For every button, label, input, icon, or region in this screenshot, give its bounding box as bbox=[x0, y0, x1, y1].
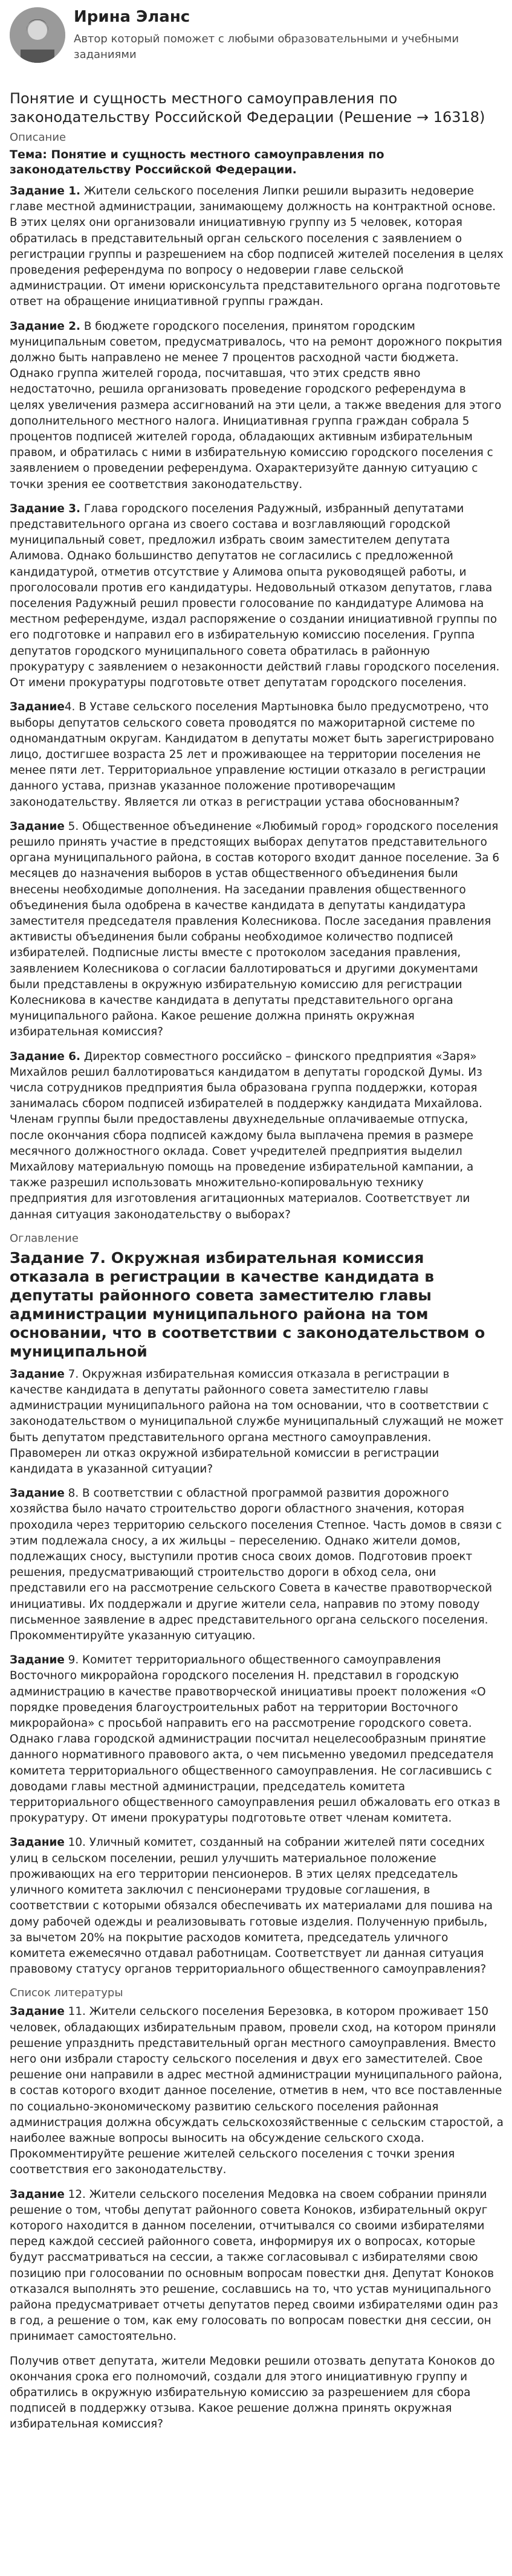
topic-lead: Тема: Понятие и сущность местного самоуправления по законодательству Российской Федерации. bbox=[10, 148, 384, 176]
task-paragraph bbox=[10, 1835, 504, 1977]
task-text: Получив ответ депутата, жители Медовки решили отозвать депутата Коноков до окончания срока его полномочий, создали для этого инициативную группу и обратились в окружную избирательную комиссию за разрешением для сбора подписей в поддержку отзыва. Какое решение должна принять окружная избирательная комиссия? bbox=[10, 2354, 495, 2431]
task-paragraph bbox=[10, 1049, 504, 1223]
author-bio: Автор который поможет с любыми образовательными и учебными заданиями bbox=[74, 33, 459, 61]
task-paragraph bbox=[10, 2187, 504, 2345]
task-heading: Задание bbox=[10, 1487, 65, 1500]
contents-task-heading: Задание 7. Окружная избирательная комиссия отказала в регистрации в качестве кандидата в депутаты районного совета заместителю главы администрации муниципального района на том основании, что в соответствии с законодательством о муниципальной bbox=[10, 1248, 485, 1360]
task-text: 5. Общественное объединение «Любимый город» городского поселения решило принять участие в предстоящих выборах депутатов представительного органа муниципального района, в состав которого входит данное поселение. За 6 месяцев до назначения выборов в устав общественного объединения были внесены необходимые дополнения. На заседании правления общественного объединения была одобрена в качестве кандидата в депутаты кандидатура заместителя председателя правления Колесникова. После заседания правления активисты объединения были собраны необходимое количество подписей избирателей. Подписные листы вместе с протоколом заседания правления, заявлением Колесникова о согласии баллотироваться и другими документами были представлены в окружную избирательную комиссию для регистрации Колесникова в качестве кандидата в депутаты представительного органа муниципального района. Какое решение должна принять окружная избирательная комиссия? bbox=[10, 820, 500, 1039]
task-paragraph bbox=[10, 699, 504, 810]
avatar[interactable] bbox=[10, 7, 65, 63]
description-label: Описание bbox=[10, 131, 66, 144]
avatar-photo-icon bbox=[10, 7, 65, 63]
task-paragraph bbox=[10, 319, 504, 493]
task-heading: Задание bbox=[10, 820, 65, 833]
task-paragraph bbox=[10, 1653, 504, 1826]
task-heading: Задание bbox=[10, 2188, 65, 2201]
task-paragraph bbox=[10, 501, 504, 691]
author-header bbox=[10, 6, 504, 79]
task-text: В бюджете городского поселения, принятом городским муниципальным советом, предусматривалось, что на ремонт дорожного покрытия должно быть направлено не менее 7 процентов расходной части бюджета. Однако группа жителей города, посчитавшая, что этих средств явно недостаточно, решила организовать проведение городского референдума в целях увеличения размера ассигнований на эти цели, а также введения для этого дополнительного местного налога. Инициативная группа граждан собрала 5 процентов подписей жителей города, обладающих активным избирательным правом, и обратилась с ними в избирательную комиссию городского поселения с заявлением о проведении референдума. Охарактеризуйте данную ситуацию с точки зрения ее соответствия законодательству. bbox=[10, 320, 502, 491]
task-list-description bbox=[10, 184, 504, 1223]
task-heading: Задание bbox=[10, 2005, 65, 2019]
document-title: Понятие и сущность местного самоуправления по законодательству Российской Федерации (Решение → 16318) bbox=[10, 90, 485, 126]
author-name[interactable]: Ирина Эланс bbox=[74, 8, 190, 26]
task-text: 9. Комитет территориального общественного самоуправления Восточного микрорайона городского поселения Н. представил в городскую администрацию в качестве правотворческой инициативы проект положения «О порядке проведения благоустроительных работ на территории Восточного микрорайона» с просьбой направить его на рассмотрение городского совета. Однако глава городской администрации посчитал нецелесообразным принятие данного нормативного правового акта, о чем письменно уведомил председателя комитета территориального общественного самоуправления. Не согласившись с доводами главы местной администрации, председатель комитета территориального общественного самоуправления решил обжаловать его отказ в прокуратуру. От имени прокуратуры подготовьте ответ членам комитета. bbox=[10, 1654, 501, 1825]
task-paragraph bbox=[10, 1486, 504, 1644]
task-list-contents bbox=[10, 1367, 504, 1978]
task-paragraph bbox=[10, 2004, 504, 2178]
task-heading: Задание bbox=[10, 1367, 65, 1381]
task-text: 4. В Уставе сельского поселения Мартыновка было предусмотрено, что выборы депутатов сельского совета проводятся по мажоритарной системе по одномандатным округам. Кандидатом в депутаты может быть зарегистрировано лицо, достигшее возраста 25 лет и проживающее на территории поселения не менее пяти лет. Территориальное управление юстиции отказало в регистрации данного устава, признав указанное положение противоречащим законодательству. Является ли отказ в регистрации устава обоснованным? bbox=[10, 701, 494, 809]
task-list-bibliography bbox=[10, 2004, 504, 2432]
task-text: 7. Окружная избирательная комиссия отказала в регистрации в качестве кандидата в депутаты районного совета заместителю главы администрации муниципального района на том основании, что в соответствии с законодательством о муниципальной службе муниципальный служащий не может быть депутатом представительного органа местного самоуправления. Правомерен ли отказ окружной избирательной комиссии в регистрации кандидата в указанной ситуации? bbox=[10, 1367, 504, 1476]
task-text: Директор совместного российско – финского предприятия «Заря» Михайлов решил баллотироваться кандидатом в депутаты городской Думы. Из числа сотрудников предприятия была образована группа поддержки, которая занималась сбором подписей избирателей в поддержку кандидата Михайлова. Членам группы были предоставлены двухнедельные оплачиваемые отпуска, после окончания сбора подписей каждому была выплачена премия в размере месячного должностного оклада. Совет учредителей предприятия выделил Михайлову материальную помощь на проведение избирательной кампании, а также разрешил использовать множительно-копировальную технику предприятия для изготовления агитационных материалов. Соответствует ли данная ситуация законодательству о выборах? bbox=[10, 1050, 482, 1221]
task-heading: Задание 1. bbox=[10, 185, 80, 198]
task-text: 12. Жители сельского поселения Медовка на своем собрании приняли решение о том, чтобы депутат районного совета Коноков, избирательный округ которого находится в данном поселении, отчитывался со своими избирателями перед каждой сессией районного совета, информируя их о вопросах, которые будут рассматриваться на сессии, а также согласовывал с избирателями свою позицию при голосовании по основным вопросам повестки дня. Депутат Коноков отказался выполнять это решение, сославшись на то, что устав муниципального района предусматривает отчеты депутатов перед своими избирателями один раз в год, а решение о том, как ему голосовать по вопросам повестки дня сессии, он принимает самостоятельно. bbox=[10, 2188, 498, 2343]
task-heading: Задание 6. bbox=[10, 1050, 80, 1063]
task-text: 10. Уличный комитет, созданный на собрании жителей пяти соседних улиц в сельском поселении, решил улучшить материальное положение проживающих на его территории пенсионеров. В этих целях председатель уличного комитета заключил с пенсионерами трудовые соглашения, в соответствии с которыми обязался обеспечивать их материалами для пошива на дому рабочей одежды и реализовывать готовые изделия. Полученную прибыль, за вычетом 20% на покрытие расходов комитета, председатель уличного комитета ежемесячно отдавал работницам. Соответствует ли данная ситуация правовому статусу органов территориального общественного самоуправления? bbox=[10, 1836, 493, 1976]
task-paragraph bbox=[10, 184, 504, 310]
task-paragraph bbox=[10, 1367, 504, 1477]
task-text: Жители сельского поселения Липки решили выразить недоверие главе местной администрации, занимающему должность на контрактной основе. В этих целях они организовали инициативную группу из 5 человек, которая обратилась в представительный орган сельского поселения с заявлением о регистрации группы и разрешением на сбор подписей жителей поселения в целях проведения референдума по вопросу о недоверии главе сельской администрации. От имени юрисконсульта представительного органа подготовьте ответ на обращение инициативной группы граждан. bbox=[10, 185, 504, 309]
task-heading: Задание 2. bbox=[10, 320, 80, 333]
task-text: Глава городского поселения Радужный, избранный депутатами представительного органа из своего состава и возглавляющий городской муниципальный совет, предложил избрать своим заместителем депутата Алимова. Однако большинство депутатов не согласились с предложенной кандидатурой, отметив отсутствие у Алимова опыта руководящей работы, и проголосовали против его кандидатуры. Недовольный отказом депутатов, глава поселения Радужный решил провести голосование по кандидатуре Алимова на местном референдуме, издал распоряжение о создании инициативной группы по его подготовке и направил его в избирательную комиссию поселения. Группа депутатов городского муниципального совета обратилась в районную прокуратуру с заявлением о незаконности действий главы городского поселения. От имени прокуратуры подготовьте ответ депутатам городского поселения. bbox=[10, 502, 500, 690]
task-heading: Задание 3. bbox=[10, 502, 80, 515]
bibliography-label: Список литературы bbox=[10, 1987, 123, 2000]
task-text: 8. В соответствии с областной программой развития дорожного хозяйства было начато строительство дороги областного значения, которая проходила через территорию сельского поселения Степное. Часть домов в связи с этим подлежала сносу, а их жильцы – переселению. Однако жители домов, подлежащих сносу, выступили против сноса своих домов. Подготовив проект решения, предусматривающий строительство дороги в обход села, они представили его на рассмотрение сельского Совета в качестве правотворческой инициативы. Их поддержали и другие жители села, направив по этому поводу письменное заявление в адрес представительного органа сельского поселения. Прокомментируйте указанную ситуацию. bbox=[10, 1487, 502, 1643]
author-info bbox=[74, 6, 473, 63]
task-heading: Задание bbox=[10, 701, 65, 714]
contents-label: Оглавление bbox=[10, 1232, 79, 1245]
task-paragraph bbox=[10, 819, 504, 1041]
task-heading: Задание bbox=[10, 1836, 65, 1849]
task-text: 11. Жители сельского поселения Березовка, в котором проживает 150 человек, обладающих избирательным правом, провели сход, на котором приняли решение упразднить представительный орган местного самоуправления. Вместо него они избрали старосту сельского поселения и двух его заместителей. Свое решение они направили в адрес местной администрации муниципального района, в состав которого входит данное поселение, отметив в нем, что все поставленные по социально-экономическому развитию сельского поселения районная администрация должна обсуждать сельскохозяйственные с сельским старостой, а наиболее важные вопросы выносить на обсуждение сельского схода. Прокомментируйте решение жителей сельского поселения с точки зрения соответствия его законодательству. bbox=[10, 2005, 504, 2177]
task-paragraph bbox=[10, 2354, 504, 2433]
task-heading: Задание bbox=[10, 1654, 65, 1667]
